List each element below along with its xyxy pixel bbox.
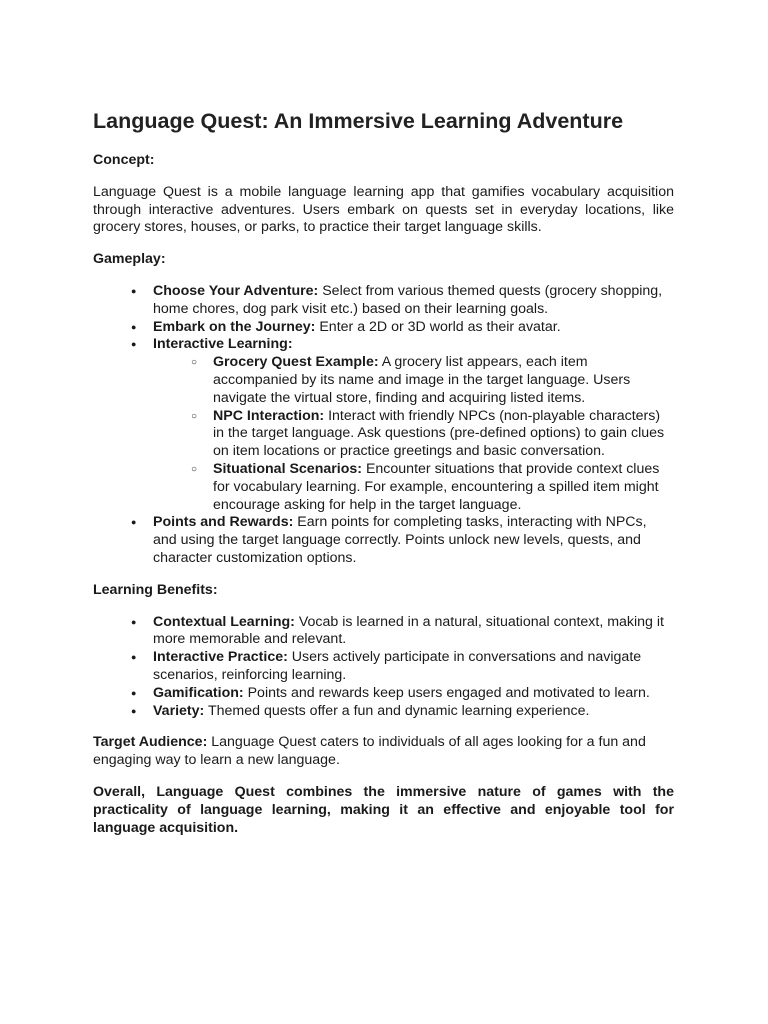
item-label: Variety: [153,702,205,719]
sublist-item [213,461,674,514]
concept-paragraph: Language Quest is a mobile language learning app that gamifies vocabulary acquisition through interactive adventures. Users embark on quests set in everyday locations, like grocery stores, houses, or parks, to practice their target language skills. [93,183,674,236]
list-item [153,514,674,567]
item-text: Themed quests offer a fun and dynamic learning experience. [204,702,590,719]
list-item [153,703,674,721]
item-label: Embark on the Journey: [153,318,316,335]
sublist-item [213,354,674,407]
gameplay-heading: Gameplay: [93,251,166,268]
item-label: Gamification: [153,684,244,701]
item-text: Users actively participate in conversations and navigate scenarios, reinforcing learning. [153,649,642,683]
item-label: Situational Scenarios: [213,460,363,477]
benefits-list [93,614,674,721]
item-label: Interactive Practice: [153,649,288,666]
sublist-item [213,408,674,461]
item-label: Points and Rewards: [153,514,294,531]
item-label: Contextual Learning: [153,613,295,630]
item-text: A grocery list appears, each item accompanied by its name and image in the target language. Users navigate the virtual store, finding and acquiring listed items. [213,354,631,406]
item-text: Enter a 2D or 3D world as their avatar. [315,318,561,335]
item-text: Earn points for completing tasks, interacting with NPCs, and using the target language correctly. Points unlock new levels, quests, and character customization options. [153,514,647,566]
interactive-learning-sublist [153,354,674,514]
list-item [153,614,674,650]
list-item [153,685,674,703]
concept-heading: Concept: [93,152,155,168]
item-label: Grocery Quest Example: [213,354,379,371]
list-item [153,283,674,319]
item-label: NPC Interaction: [213,407,325,424]
conclusion-text: Overall, Language Quest combines the immersive nature of games with the practicality of language learning, making it an effective and enjoyable tool for language acquisition. [93,783,674,836]
document-title: Language Quest: An Immersive Learning Adventure [93,109,624,133]
item-text: Select from various themed quests (grocery shopping, home chores, dog park visit etc.) based on their learning goals. [153,282,663,317]
item-text: Points and rewards keep users engaged and motivated to learn. [243,684,650,701]
list-item [153,649,674,685]
item-label: Interactive Learning: [153,336,293,353]
benefits-heading: Learning Benefits: [93,581,218,598]
item-label: Choose Your Adventure: [153,282,319,299]
list-item [153,336,674,514]
target-audience-text: Language Quest caters to individuals of all ages looking for a fun and engaging way to learn a new language. [93,734,646,769]
item-text: Interact with friendly NPCs (non-playable characters) in the target language. Ask questions (pre-defined options) to gain clues on item locations or practice greetings and basic conversation. [213,407,665,460]
item-text: Encounter situations that provide context clues for vocabulary learning. For example, encountering a spilled item might encourage asking for help in the target language. [213,460,660,513]
target-audience-paragraph [93,734,674,770]
list-item [153,319,674,337]
target-audience-label: Target Audience: [93,734,208,751]
gameplay-list [93,283,674,568]
item-text: Vocab is learned in a natural, situational context, making it more memorable and relevant. [153,613,664,648]
conclusion-paragraph [93,784,674,837]
